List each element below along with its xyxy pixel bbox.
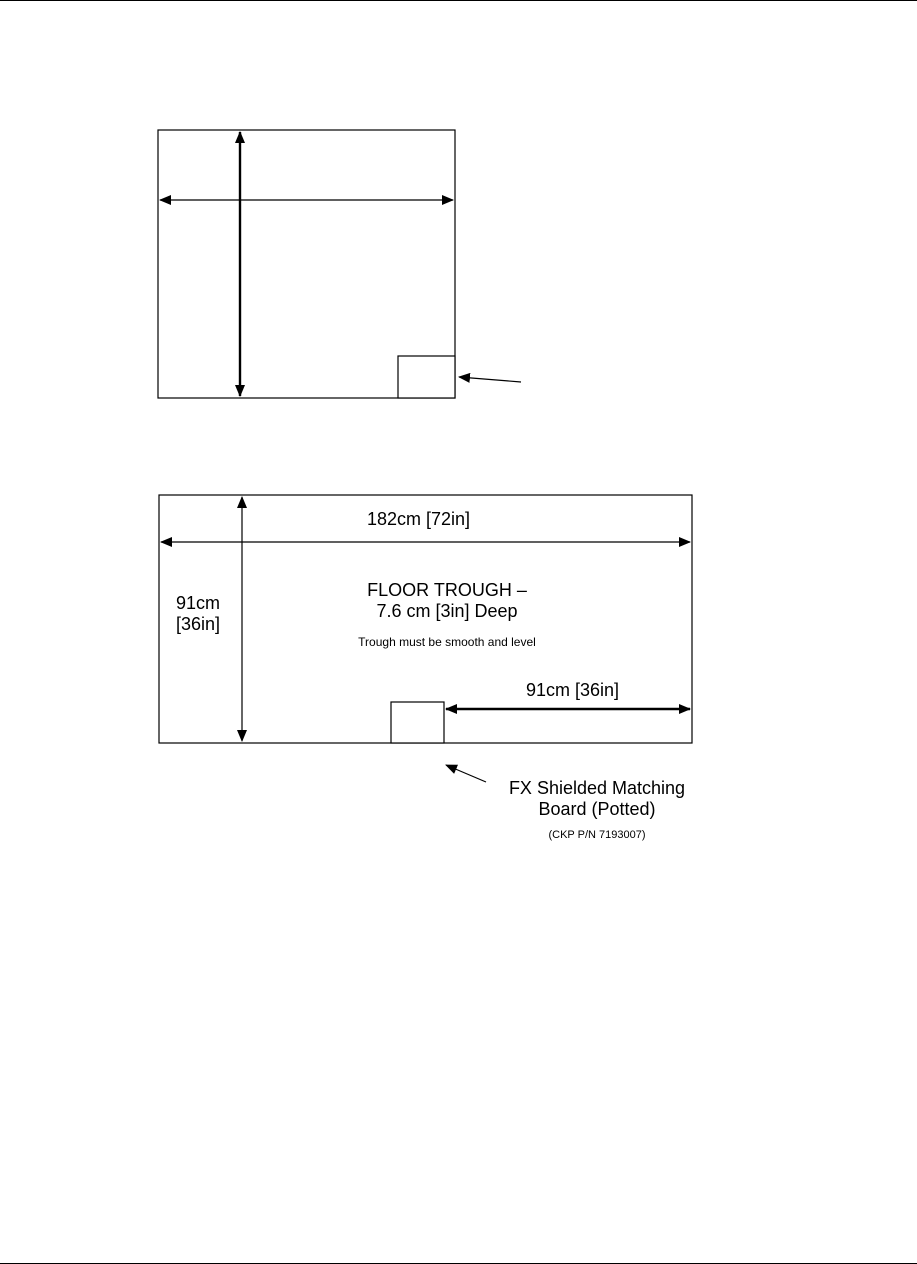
matching-board-name-line2: Board (Potted) [538, 798, 656, 819]
trough-title-line2: 7.6 cm [3in] Deep [376, 600, 518, 621]
matching-board-box [391, 702, 444, 743]
matching-board-name-line1: FX Shielded Matching [508, 778, 686, 798]
trough-width-label: 182cm [72in] [367, 509, 471, 529]
trough-title-line1: FLOOR TROUGH – [367, 580, 527, 600]
trough-title [322, 580, 572, 621]
matching-board-callout [482, 778, 712, 842]
board-pointer-arrow [446, 765, 486, 782]
trough-depth-label [172, 593, 224, 634]
trough-depth-label-line2: [36in] [175, 613, 221, 634]
upper-matching-board-box [398, 356, 455, 398]
trough-note: Trough must be smooth and level [358, 635, 536, 649]
upper-trough-view [158, 130, 521, 398]
trough-depth-label-line1: 91cm [175, 593, 220, 613]
upper-board-pointer-arrow [459, 377, 521, 382]
matching-board-part-number: (CKP P/N 7193007) [548, 829, 646, 842]
board-offset-label: 91cm [36in] [526, 680, 620, 700]
